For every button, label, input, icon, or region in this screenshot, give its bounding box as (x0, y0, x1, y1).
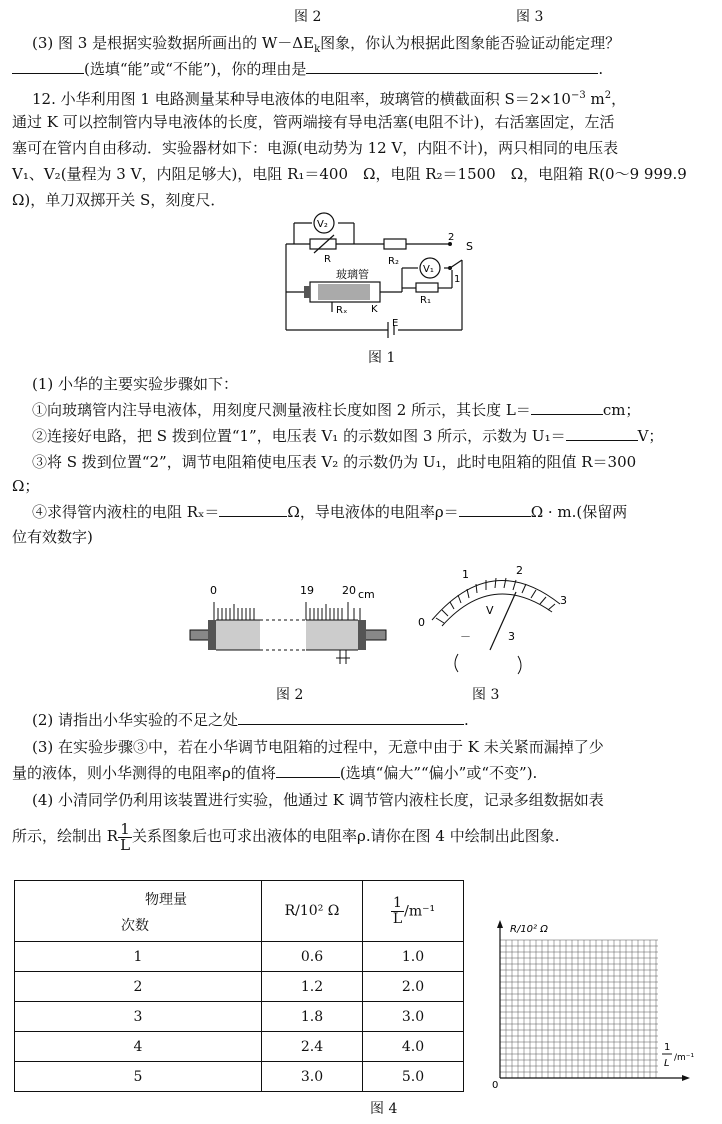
meter-tick-3: 3 (560, 594, 567, 607)
graph-xlabel-d: L (664, 1058, 670, 1069)
ruler-diagram (182, 580, 392, 670)
q12-line4: V₁、V₂(量程为 3 V，内阻足够大)，电阻 R₁＝400 Ω，电阻 R₂＝1500 Ω，电阻箱 R(0～9 999.9 (12, 165, 687, 183)
rx-label: Rₓ (336, 305, 348, 316)
voltmeter-diagram (412, 560, 572, 680)
q12-line3: 塞可在管内自由移动．实验器材如下：电源(电动势为 12 V，内阻不计)，两只相同的电压表 (12, 139, 619, 157)
frac-1-over-l: $\frac{1}{L}$ (120, 819, 131, 854)
q12-line1: 12. 小华利用图 1 电路测量某种导电液体的电阻率，玻璃管的横截面积 $S=2\times 10^{-3}$ $m^2$， (32, 90, 627, 108)
part3-line2: 量的液体，则小华测得的电阻率ρ的值将 (选填“偏大”“偏小”或“不变”). (12, 764, 538, 782)
part3-line1: (3) 在实验步骤③中，若在小华调节电阻箱的过程中，无意中由于 K 未关紧而漏掉了少 (32, 738, 604, 756)
answer-blank[interactable] (531, 400, 603, 415)
part1-step3: ③将 S 拨到位置“2”，调节电阻箱使电压表 V₂ 的示数仍为 U₁，此时电阻箱的阻值 R＝300 (32, 453, 637, 471)
part1-title: (1) 小华的主要实验步骤如下： (32, 375, 239, 393)
part1-step3b: Ω； (12, 477, 40, 495)
q12-line2: 通过 K 可以控制管内导电液体的长度，管两端接有导电活塞(电阻不计)，右活塞固定，左活 (12, 113, 615, 131)
answer-blank[interactable] (12, 59, 84, 74)
r1-label: R₁ (420, 295, 431, 306)
meter-terminal-3: 3 (508, 630, 515, 643)
fig2-caption-top: 图 2 (294, 9, 322, 25)
fig1-caption: 图 1 (368, 350, 396, 366)
fig3-caption-top: 图 3 (516, 9, 544, 25)
r2-label: R₂ (388, 256, 399, 267)
graph-xunit: /m⁻¹ (674, 1053, 695, 1063)
q11-3-line1: (3) 图 3 是根据实验数据所画出的 $W-\Delta E_k$图象，你认为根据此图象能否验证动能定理？ (32, 34, 621, 55)
meter-tick-2: 2 (516, 564, 523, 577)
ruler-tick-19: 19 (300, 584, 314, 597)
table-row: 4 2.4 4.0 (15, 1032, 464, 1062)
q11-3-line2: (选填“能”或“不能”)，你的理由是 . (12, 59, 712, 79)
fig2-caption: 图 2 (276, 687, 304, 703)
ruler-unit: cm (358, 588, 375, 601)
fig4-caption: 图 4 (370, 1101, 398, 1117)
graph-xlabel-n: 1 (664, 1042, 671, 1053)
ruler-tick-0: 0 (210, 584, 217, 597)
k-label: K (371, 304, 378, 315)
meter-unit-v: V (486, 604, 494, 617)
meter-terminal-minus: － (460, 630, 471, 643)
graph-origin: 0 (492, 1080, 499, 1090)
meter-tick-1: 1 (462, 568, 469, 581)
graph-grid (488, 918, 708, 1090)
answer-blank[interactable] (566, 426, 638, 441)
ruler-tick-20: 20 (342, 584, 356, 597)
table-row: 3 1.8 3.0 (15, 1002, 464, 1032)
v2-label: V₂ (317, 219, 328, 230)
answer-blank[interactable] (459, 502, 531, 517)
fig3-caption: 图 3 (472, 687, 500, 703)
answer-blank[interactable] (306, 59, 598, 74)
q12-line5: Ω)，单刀双掷开关 S，刻度尺． (12, 191, 226, 209)
part1-step1: ①向玻璃管内注导电液体，用刻度尺测量液柱长度如图 2 所示，其长度 L＝ cm； (32, 401, 641, 419)
table-row: 5 3.0 5.0 (15, 1062, 464, 1092)
glass-tube-label: 玻璃管 (336, 268, 369, 281)
part4-line1: (4) 小清同学仍利用该装置进行实验，他通过 K 调节管内液柱长度，记录多组数据如表 (32, 791, 604, 809)
table-header-r: R/10² Ω (262, 881, 363, 942)
answer-blank[interactable] (238, 710, 464, 725)
table-row: 1 0.6 1.0 (15, 942, 464, 972)
e-label: E (392, 318, 399, 329)
answer-blank[interactable] (219, 502, 287, 517)
meter-tick-0: 0 (418, 616, 425, 629)
pos1-label: 1 (454, 274, 461, 285)
graph-ylabel: R/10² Ω (510, 924, 548, 935)
circuit-diagram (280, 208, 480, 348)
pos2-label: 2 (448, 232, 455, 243)
table-row: 2 1.2 2.0 (15, 972, 464, 1002)
table-header-diag: 物理量 次数 (15, 881, 262, 942)
v1-label: V₁ (423, 264, 434, 275)
part2-line: (2) 请指出小华实验的不足之处 . (32, 711, 469, 729)
part1-step2: ②连接好电路，把 S 拨到位置“1”，电压表 V₁ 的示数如图 3 所示，示数为 U₁＝ V； (32, 427, 664, 445)
table-header-invl: $\frac{1}{L}$ /m⁻¹ (363, 881, 464, 942)
answer-blank[interactable] (276, 763, 340, 778)
part1-step4: ④求得管内液柱的电阻 Rₓ＝ Ω，导电液体的电阻率ρ＝ Ω · m.(保留两 (32, 503, 628, 521)
s-label: S (466, 240, 473, 253)
data-table (14, 880, 464, 1092)
part4-line2: 所示，绘制出 R $\frac{1}{L}$ 关系图象后也可求出液体的电阻率ρ.请你在图 4 中绘制出此图象. (12, 819, 560, 854)
r-label: R (324, 254, 331, 265)
part1-step4b: 位有效数字) (12, 528, 93, 546)
